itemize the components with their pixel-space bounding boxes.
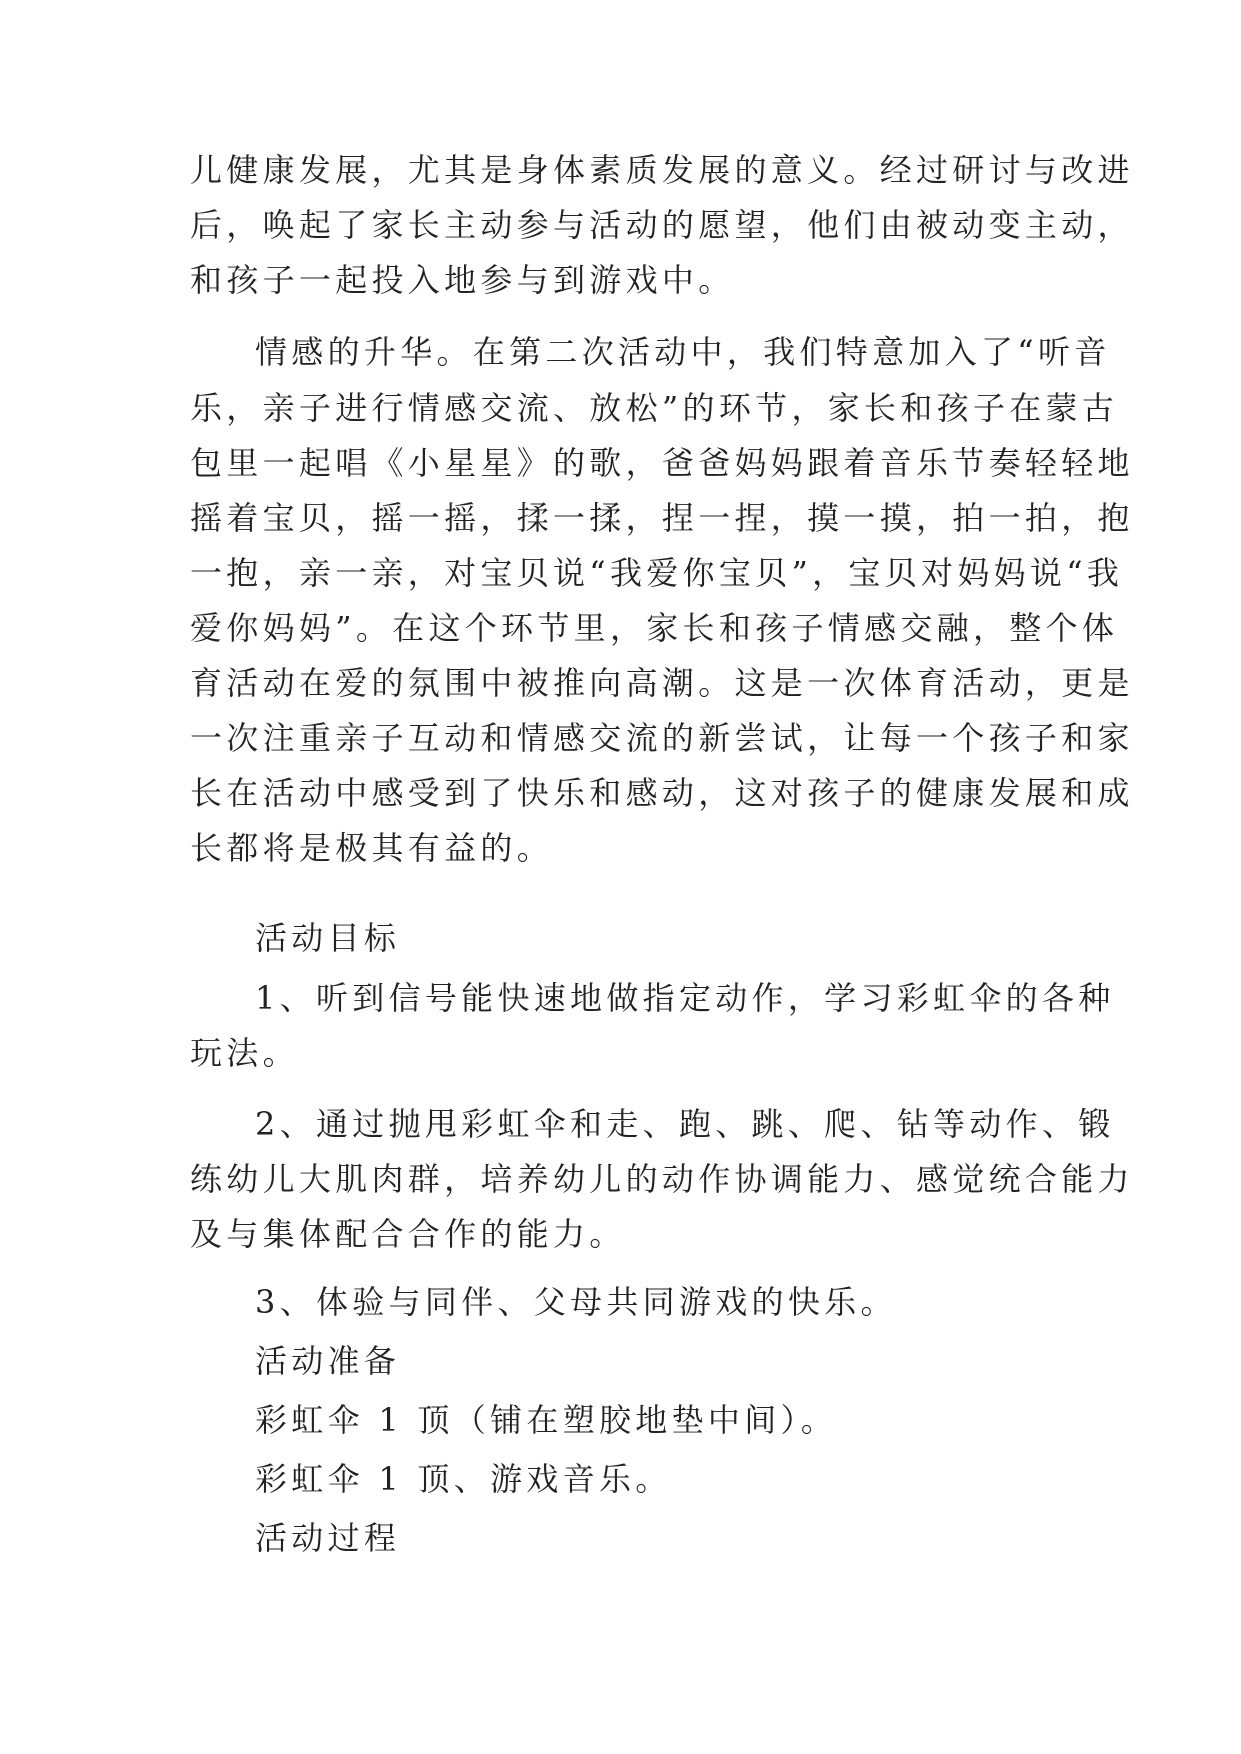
text-line: 后，唤起了家长主动参与活动的愿望，他们由被动变主动， (190, 206, 1134, 244)
text-line: 情感的升华。在第二次活动中，我们特意加入了“听音 (255, 333, 1111, 371)
text-line: 和孩子一起投入地参与到游戏中。 (190, 261, 735, 299)
section-heading: 活动准备 (255, 1342, 401, 1380)
text-line: 及与集体配合合作的能力。 (190, 1215, 626, 1253)
text-line: 一抱，亲一亲，对宝贝说“我爱你宝贝”，宝贝对妈妈说“我 (190, 554, 1124, 592)
text-line: 长在活动中感受到了快乐和感动，这对孩子的健康发展和成 (190, 774, 1134, 812)
text-line: 育活动在爱的氛围中被推向高潮。这是一次体育活动，更是 (190, 664, 1134, 702)
text-line: 彩虹伞 1 顶、游戏音乐。 (255, 1460, 672, 1498)
section-heading: 活动过程 (255, 1519, 401, 1557)
text-line: 练幼儿大肌肉群，培养幼儿的动作协调能力、感觉统合能力 (190, 1160, 1134, 1198)
text-line: 包里一起唱《小星星》的歌，爸爸妈妈跟着音乐节奏轻轻地 (190, 444, 1134, 482)
text-line: 1、听到信号能快速地做指定动作，学习彩虹伞的各种 (255, 979, 1115, 1017)
text-line: 乐，亲子进行情感交流、放松”的环节，家长和孩子在蒙古 (190, 389, 1119, 427)
text-line: 爱你妈妈”。在这个环节里，家长和孩子情感交融，整个体 (190, 609, 1119, 647)
text-line: 彩虹伞 1 顶（铺在塑胶地垫中间）。 (255, 1401, 838, 1439)
section-heading: 活动目标 (255, 919, 401, 957)
text-line: 长都将是极其有益的。 (190, 829, 554, 867)
text-line: 一次注重亲子互动和情感交流的新尝试，让每一个孩子和家 (190, 719, 1134, 757)
text-line: 儿健康发展，尤其是身体素质发展的意义。经过研讨与改进 (190, 151, 1134, 189)
text-line: 2、通过抛甩彩虹伞和走、跑、跳、爬、钻等动作、锻 (255, 1105, 1115, 1143)
text-line: 玩法。 (190, 1034, 299, 1072)
text-line: 摇着宝贝，摇一摇，揉一揉，捏一捏，摸一摸，拍一拍，抱 (190, 499, 1134, 537)
text-line: 3、体验与同伴、父母共同游戏的快乐。 (255, 1283, 897, 1321)
